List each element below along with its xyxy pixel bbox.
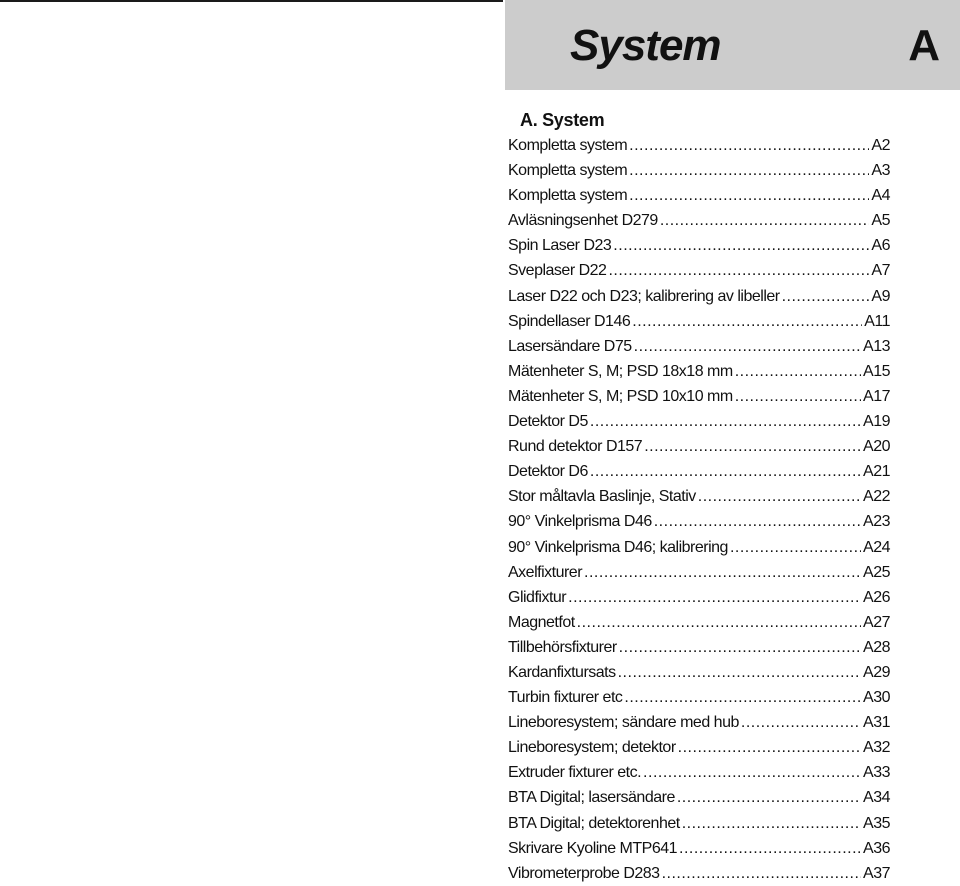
toc-entry-title: Spin Laser D23 bbox=[508, 237, 612, 255]
toc-entry-page: A2 bbox=[871, 137, 890, 154]
toc-entry[interactable] bbox=[508, 836, 890, 861]
toc-leader bbox=[629, 133, 869, 158]
toc-leader bbox=[613, 233, 869, 258]
toc-entry-title: Kompletta system bbox=[508, 187, 628, 205]
toc-entry[interactable] bbox=[508, 233, 890, 258]
toc-entry[interactable] bbox=[508, 284, 890, 309]
toc-leader bbox=[654, 509, 861, 534]
toc-entry-page: A15 bbox=[863, 362, 890, 380]
toc-entry-page: A11 bbox=[864, 312, 890, 330]
toc-entry-page: A17 bbox=[863, 387, 890, 405]
toc-leader bbox=[735, 359, 861, 384]
toc-entry[interactable] bbox=[508, 660, 890, 685]
toc-entry[interactable] bbox=[508, 434, 890, 459]
toc-entry-title: Laser D22 och D23; kalibrering av libeller bbox=[508, 287, 780, 305]
toc-leader bbox=[662, 861, 861, 886]
toc-entry-title: Magnetfot bbox=[508, 613, 575, 631]
toc-leader bbox=[629, 158, 869, 183]
toc-entry[interactable] bbox=[508, 760, 890, 785]
toc-leader bbox=[624, 685, 861, 710]
toc-entry-title: BTA Digital; lasersändare bbox=[508, 789, 675, 807]
toc-entry[interactable] bbox=[508, 183, 890, 208]
toc-entry-page: A21 bbox=[863, 463, 890, 481]
toc-entry-title: Extruder fixturer etc. bbox=[508, 764, 642, 782]
top-rule bbox=[0, 0, 503, 2]
toc-leader bbox=[629, 183, 869, 208]
chapter-title: System bbox=[570, 21, 721, 70]
toc-entry-page: A30 bbox=[863, 689, 890, 707]
toc-entry[interactable] bbox=[508, 685, 890, 710]
toc-leader bbox=[735, 384, 861, 409]
toc-entry-page: A29 bbox=[863, 663, 890, 681]
toc-entry-page: A28 bbox=[863, 638, 890, 656]
toc-entry-page: A37 bbox=[863, 864, 890, 882]
toc-entry[interactable] bbox=[508, 635, 890, 660]
toc-entry-title: Turbin fixturer etc bbox=[508, 689, 623, 707]
toc-entry-title: Stor måltavla Baslinje, Stativ bbox=[508, 488, 696, 506]
toc-entry[interactable] bbox=[508, 610, 890, 635]
toc-entry[interactable] bbox=[508, 735, 890, 760]
toc-entry-title: Glidfixtur bbox=[508, 588, 567, 606]
table-of-contents bbox=[508, 133, 890, 886]
toc-entry-page: A9 bbox=[871, 287, 890, 305]
toc-entry-title: Axelfixturer bbox=[508, 563, 583, 581]
toc-leader bbox=[590, 459, 861, 484]
toc-leader bbox=[730, 535, 861, 560]
toc-entry-title: Vibrometerprobe D283 bbox=[508, 864, 660, 882]
toc-entry-page: A24 bbox=[863, 538, 890, 556]
toc-entry-page: A27 bbox=[863, 613, 890, 631]
toc-leader bbox=[644, 434, 861, 459]
toc-entry[interactable] bbox=[508, 535, 890, 560]
toc-leader bbox=[678, 735, 861, 760]
toc-entry-page: A31 bbox=[863, 714, 890, 732]
toc-entry[interactable] bbox=[508, 710, 890, 735]
chapter-letter: A bbox=[908, 21, 940, 70]
toc-entry-title: Skrivare Kyoline MTP641 bbox=[508, 839, 678, 857]
toc-entry[interactable] bbox=[508, 585, 890, 610]
toc-entry-title: Lineboresystem; sändare med hub bbox=[508, 714, 739, 732]
toc-entry-title: 90° Vinkelprisma D46; kalibrering bbox=[508, 538, 728, 556]
toc-entry[interactable] bbox=[508, 309, 890, 334]
toc-entry[interactable] bbox=[508, 384, 890, 409]
toc-entry-title: Tillbehörsfixturer bbox=[508, 638, 617, 656]
toc-leader bbox=[679, 836, 861, 861]
toc-entry[interactable] bbox=[508, 359, 890, 384]
toc-entry[interactable] bbox=[508, 258, 890, 283]
toc-entry-title: Detektor D5 bbox=[508, 413, 588, 431]
toc-entry[interactable] bbox=[508, 861, 890, 886]
toc-entry-page: A4 bbox=[871, 187, 890, 205]
toc-entry[interactable] bbox=[508, 811, 890, 836]
toc-entry-title: BTA Digital; detektorenhet bbox=[508, 814, 680, 832]
toc-leader bbox=[677, 785, 861, 810]
toc-entry-title: Sveplaser D22 bbox=[508, 262, 607, 280]
toc-leader bbox=[643, 760, 861, 785]
section-heading: A. System bbox=[520, 110, 605, 130]
toc-entry[interactable] bbox=[508, 785, 890, 810]
toc-leader bbox=[577, 610, 861, 635]
toc-entry[interactable] bbox=[508, 560, 890, 585]
toc-entry[interactable] bbox=[508, 334, 890, 359]
toc-entry-title: Rund detektor D157 bbox=[508, 438, 643, 456]
toc-leader bbox=[782, 284, 870, 309]
toc-entry-page: A22 bbox=[863, 488, 890, 506]
toc-leader bbox=[619, 635, 861, 660]
toc-entry[interactable] bbox=[508, 158, 890, 183]
toc-entry[interactable] bbox=[508, 409, 890, 434]
toc-entry-page: A34 bbox=[863, 789, 890, 807]
toc-leader bbox=[682, 811, 861, 836]
toc-leader bbox=[660, 208, 870, 233]
toc-entry-page: A33 bbox=[863, 764, 890, 782]
toc-entry-title: Lineboresystem; detektor bbox=[508, 739, 676, 757]
toc-leader bbox=[568, 585, 861, 610]
toc-entry-title: Kardanfixtursats bbox=[508, 663, 616, 681]
toc-leader bbox=[741, 710, 861, 735]
toc-entry[interactable] bbox=[508, 208, 890, 233]
toc-leader bbox=[632, 309, 862, 334]
toc-entry-page: A35 bbox=[863, 814, 890, 832]
toc-leader bbox=[608, 258, 869, 283]
toc-entry[interactable] bbox=[508, 509, 890, 534]
toc-entry-title: Mätenheter S, M; PSD 18x18 mm bbox=[508, 362, 733, 380]
toc-leader bbox=[590, 409, 861, 434]
toc-entry[interactable] bbox=[508, 459, 890, 484]
toc-leader bbox=[698, 484, 861, 509]
toc-entry-page: A5 bbox=[871, 212, 890, 230]
toc-entry-title: Kompletta system bbox=[508, 137, 628, 154]
toc-entry-page: A19 bbox=[863, 413, 890, 431]
toc-entry-page: A20 bbox=[863, 438, 890, 456]
toc-entry-page: A36 bbox=[863, 839, 890, 857]
toc-leader bbox=[584, 560, 861, 585]
toc-entry-page: A26 bbox=[863, 588, 890, 606]
toc-entry-title: Spindellaser D146 bbox=[508, 312, 631, 330]
toc-entry-page: A13 bbox=[863, 337, 890, 355]
toc-entry-page: A25 bbox=[863, 563, 890, 581]
toc-entry-title: Avläsningsenhet D279 bbox=[508, 212, 658, 230]
toc-entry-title: 90° Vinkelprisma D46 bbox=[508, 513, 652, 531]
toc-entry-title: Lasersändare D75 bbox=[508, 337, 632, 355]
toc-entry-page: A32 bbox=[863, 739, 890, 757]
toc-entry-title: Kompletta system bbox=[508, 162, 628, 180]
toc-entry-page: A7 bbox=[871, 262, 890, 280]
toc-entry-page: A6 bbox=[871, 237, 890, 255]
toc-entry-title: Detektor D6 bbox=[508, 463, 588, 481]
toc-leader bbox=[618, 660, 861, 685]
toc-entry[interactable] bbox=[508, 484, 890, 509]
toc-leader bbox=[634, 334, 861, 359]
toc-entry-title: Mätenheter S, M; PSD 10x10 mm bbox=[508, 387, 733, 405]
toc-entry-page: A23 bbox=[863, 513, 890, 531]
toc-entry[interactable] bbox=[508, 133, 890, 158]
toc-entry-page: A3 bbox=[871, 162, 890, 180]
